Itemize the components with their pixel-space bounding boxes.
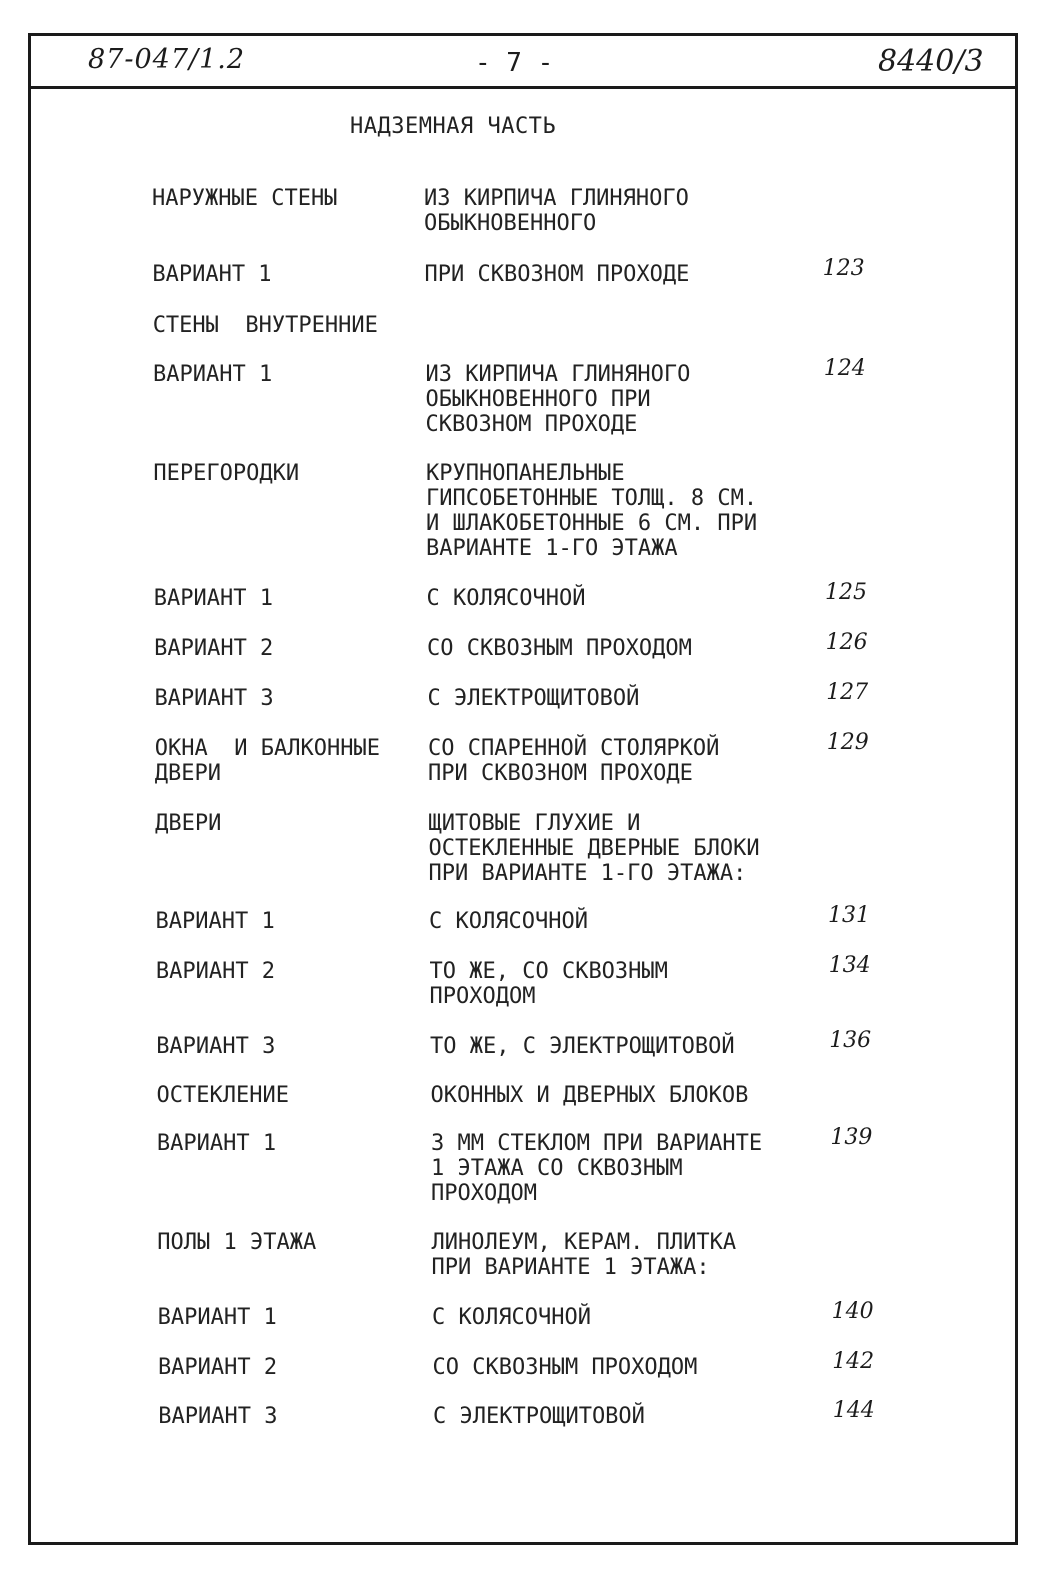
entry-description: ПРИ СКВОЗНОМ ПРОХОДЕ [424,262,690,287]
entry-label: ПОЛЫ 1 ЭТАЖА [157,1230,317,1255]
entry-page-number: 140 [831,1299,874,1324]
entry-label: ВАРИАНТ 2 [157,1355,278,1380]
entry-page-number: 139 [830,1125,873,1150]
entry-label: ВАРИАНТ 2 [154,636,274,661]
page-marker: - 7 - [475,48,554,78]
entry-label: ВАРИАНТ 1 [152,262,272,287]
entry-label: ВАРИАНТ 1 [156,1131,277,1156]
entry-label: ВАРИАНТ 1 [153,586,273,611]
entry-page-number: 142 [832,1349,875,1374]
entry-description: ЛИНОЛЕУМ, КЕРАМ. ПЛИТКА ПРИ ВАРИАНТЕ 1 ЭТАЖА: [431,1230,737,1280]
entry-page-number: 131 [828,903,870,928]
entry-description: КРУПНОПАНЕЛЬНЫЕ ГИПСОБЕТОННЫЕ ТОЛЩ. 8 СМ. И ШЛАКОБЕТОННЫЕ 6 СМ. ПРИ ВАРИАНТЕ 1-ГО ЭТАЖА [426,461,758,561]
entry-label: ВАРИАНТ 3 [154,686,274,711]
entry-label: НАРУЖНЫЕ СТЕНЫ [152,186,338,211]
entry-description: С ЭЛЕКТРОЩИТОВОЙ [433,1404,645,1429]
entry-label: СТЕНЫ ВНУТРЕННИЕ [152,313,378,338]
entry-description: ИЗ КИРПИЧА ГЛИНЯНОГО ОБЫКНОВЕННОГО [424,186,689,236]
entry-page-number: 129 [826,730,869,755]
entry-description: С КОЛЯСОЧНОЙ [429,909,588,934]
entry-description: ЩИТОВЫЕ ГЛУХИЕ И ОСТЕКЛЕННЫЕ ДВЕРНЫЕ БЛОКИ ПРИ ВАРИАНТЕ 1-ГО ЭТАЖА: [428,811,760,886]
entry-description: С КОЛЯСОЧНОЙ [426,586,586,611]
entry-description: ТО ЖЕ, СО СКВОЗНЫМ ПРОХОДОМ [429,959,668,1009]
entry-description: СО СПАРЕННОЙ СТОЛЯРКОЙ ПРИ СКВОЗНОМ ПРОХОДЕ [428,736,720,786]
header-divider [28,86,1018,89]
entry-description: ИЗ КИРПИЧА ГЛИНЯНОГО ОБЫКНОВЕННОГО ПРИ СКВОЗНОМ ПРОХОДЕ [425,362,691,437]
entry-label: ВАРИАНТ 3 [156,1034,276,1059]
doc-number: 8440/3 [878,44,984,79]
entry-page-number: 134 [828,953,871,978]
entry-page-number: 127 [826,680,869,705]
entry-label: ВАРИАНТ 1 [155,909,275,934]
entry-description: С КОЛЯСОЧНОЙ [432,1305,591,1330]
entry-label: ОСТЕКЛЕНИЕ [156,1083,289,1108]
entry-description: С ЭЛЕКТРОЩИТОВОЙ [427,686,640,711]
entry-page-number: 124 [823,356,866,381]
entry-page-number: 144 [832,1398,875,1423]
entry-page-number: 125 [825,580,867,605]
entry-label: ВАРИАНТ 3 [158,1404,278,1429]
entry-description: 3 ММ СТЕКЛОМ ПРИ ВАРИАНТЕ 1 ЭТАЖА СО СКВОЗНЫМ ПРОХОДОМ [431,1131,763,1206]
entry-label: ВАРИАНТ 2 [155,959,276,984]
entry-description: ОКОННЫХ И ДВЕРНЫХ БЛОКОВ [430,1083,749,1108]
entry-page-number: 136 [829,1028,872,1053]
entry-description: СО СКВОЗНЫМ ПРОХОДОМ [432,1355,698,1380]
entry-page-number: 126 [825,630,868,655]
entry-label: ПЕРЕГОРОДКИ [153,461,300,486]
entry-label: ОКНА И БАЛКОННЫЕ ДВЕРИ [154,736,380,786]
section-title: НАДЗЕМНАЯ ЧАСТЬ [350,114,557,139]
entry-label: ДВЕРИ [155,811,222,836]
entry-description: СО СКВОЗНЫМ ПРОХОДОМ [427,636,692,661]
entry-label: ВАРИАНТ 1 [157,1305,277,1330]
doc-code: 87-047/1.2 [88,44,246,75]
entry-page-number: 123 [822,256,865,281]
entry-description: ТО ЖЕ, С ЭЛЕКТРОЩИТОВОЙ [430,1034,735,1059]
entry-label: ВАРИАНТ 1 [153,362,273,387]
